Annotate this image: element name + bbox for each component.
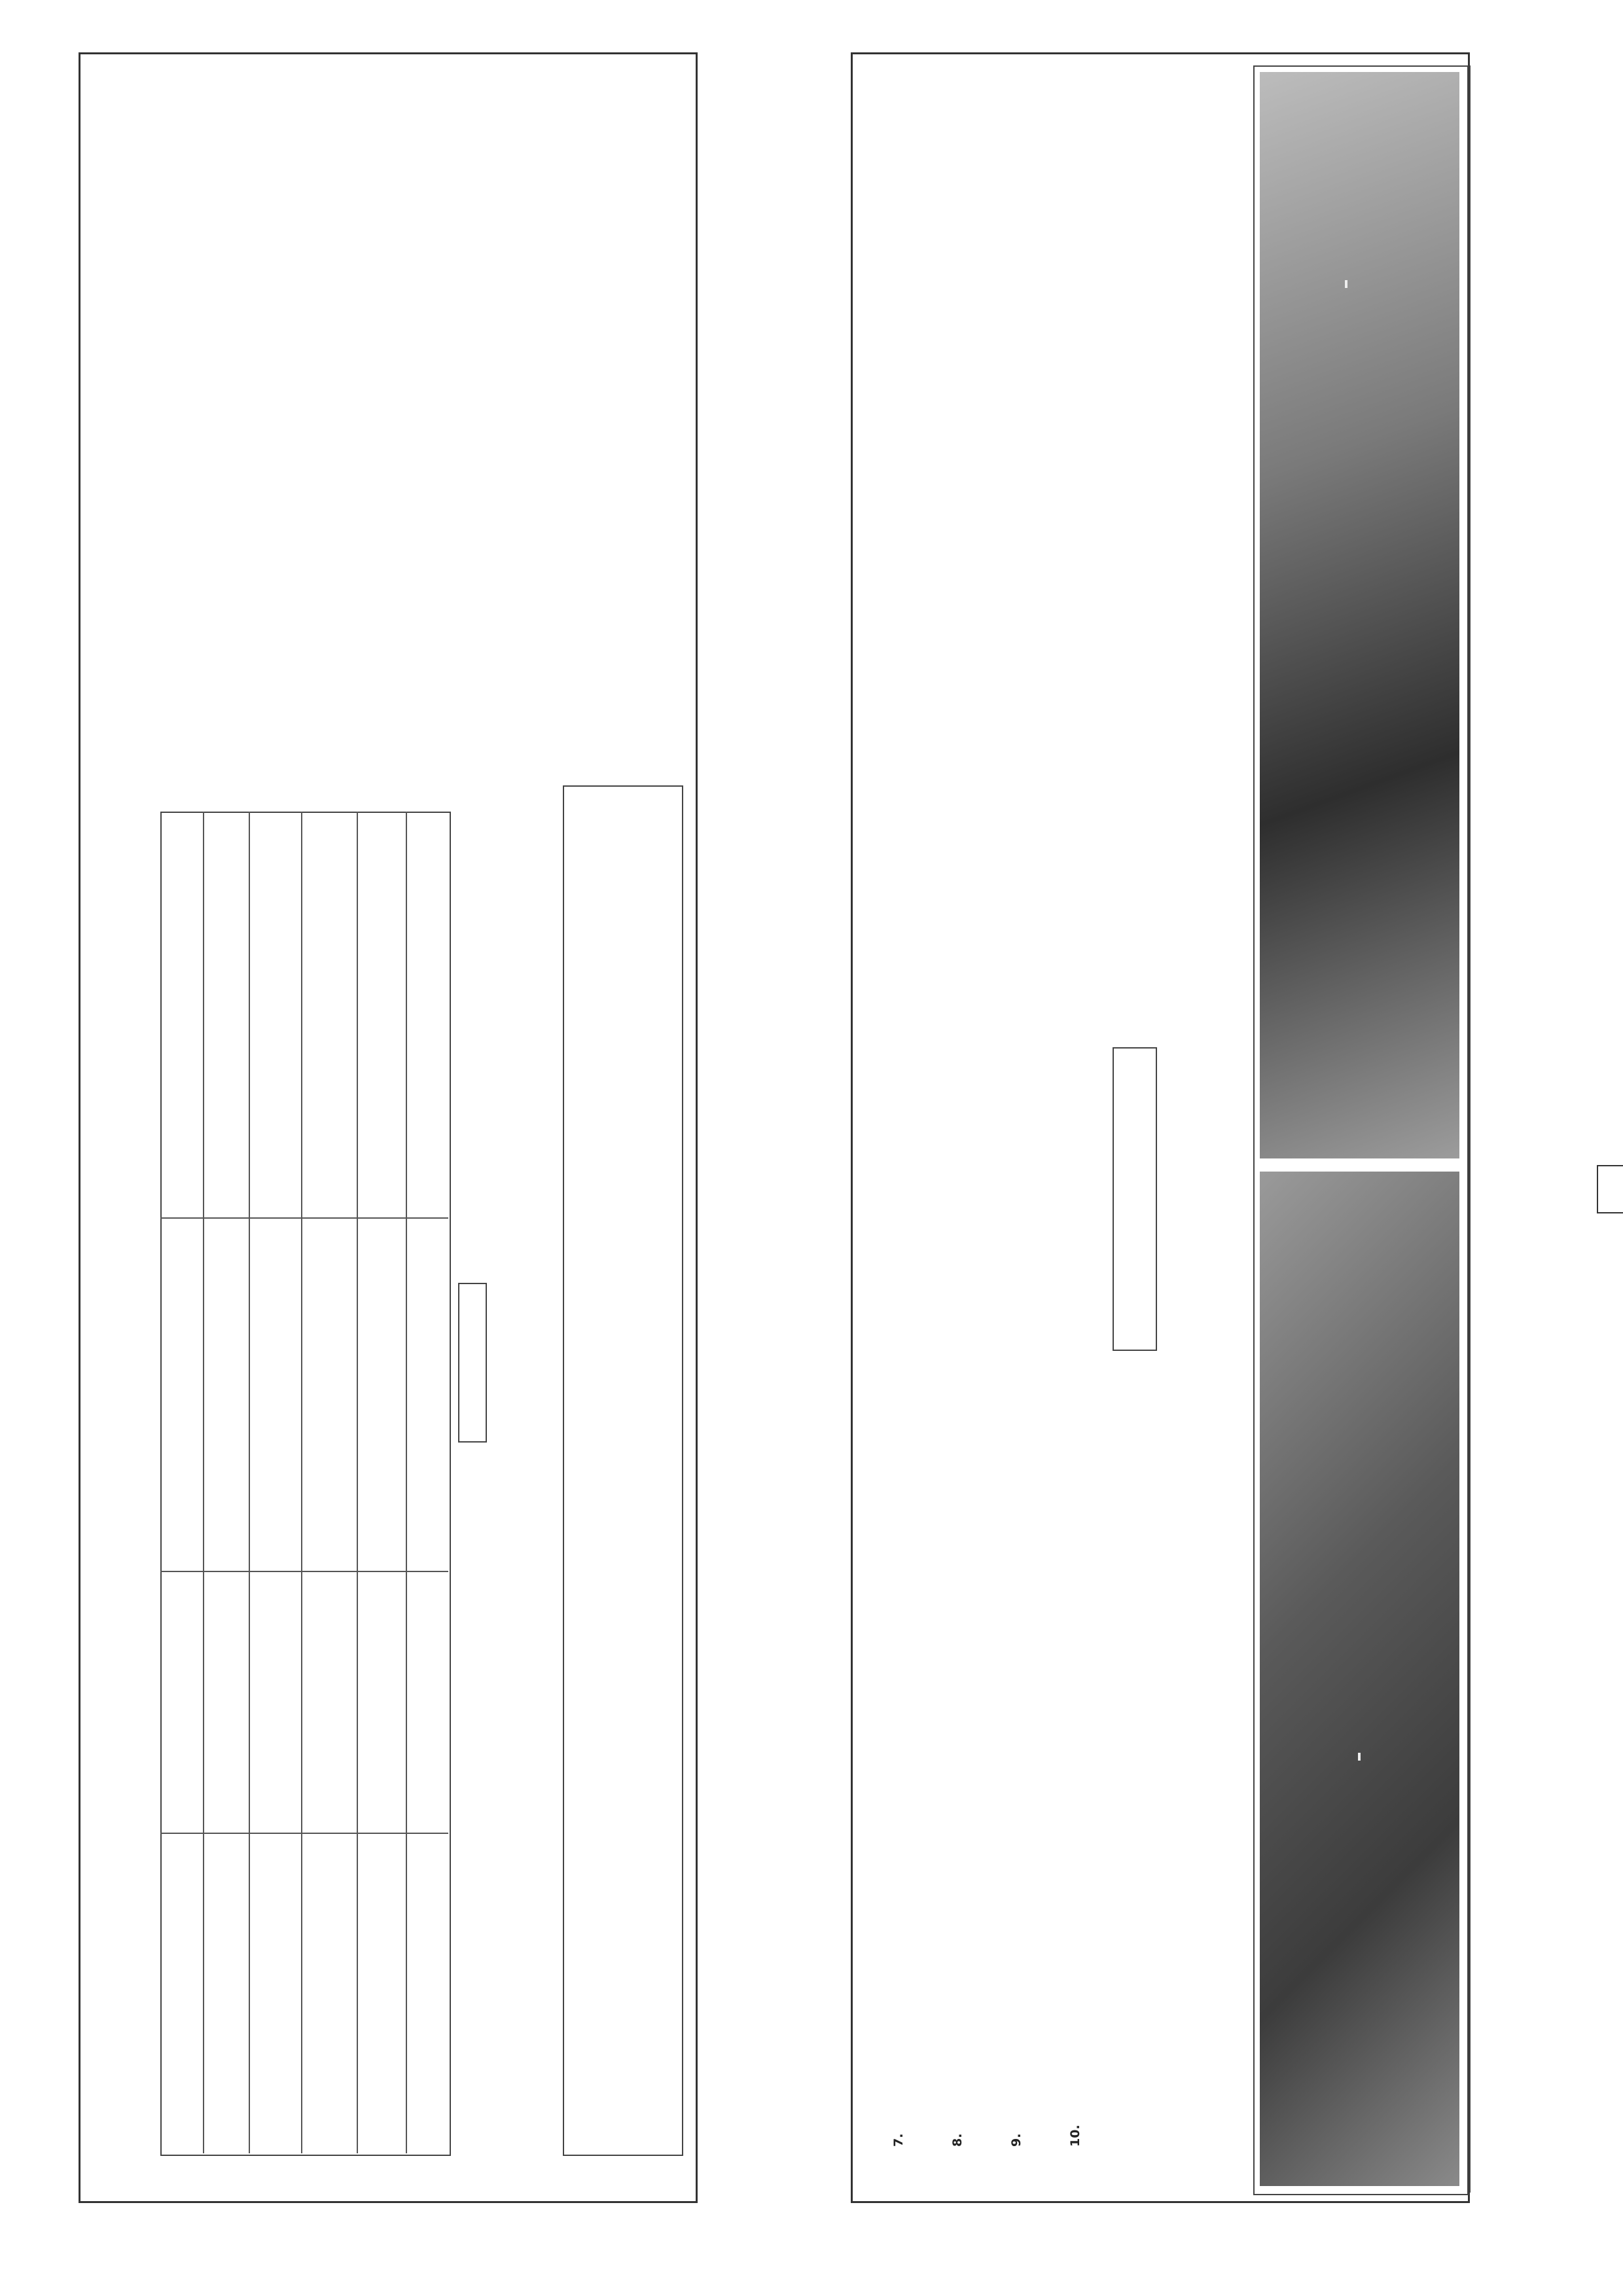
- special-remarks-table: [563, 785, 683, 2156]
- item-8: 8.: [950, 2133, 965, 2147]
- repair-table-col: [357, 812, 358, 2153]
- signature-area: [1469, 65, 1471, 2193]
- item-9: 9.: [1009, 2133, 1024, 2147]
- repair-table-row: [160, 1217, 448, 1219]
- association-stamp: [1597, 1165, 1623, 1213]
- photo2-plate: [1345, 280, 1347, 288]
- repair-table-col: [301, 812, 302, 2153]
- vehicle-side-photo: [1260, 72, 1459, 1158]
- item-7: 7.: [891, 2133, 906, 2147]
- item-10: 10.: [1068, 2125, 1082, 2147]
- vehicle-side-photo-image: [1260, 72, 1459, 1158]
- final-price-box: [458, 1283, 487, 1443]
- photo1-plate: [1358, 1753, 1361, 1761]
- repair-table-col: [249, 812, 250, 2153]
- repair-table-col: [203, 812, 204, 2153]
- repair-table-row: [160, 1571, 448, 1572]
- engine-bay-photo: [1260, 1172, 1459, 2186]
- repair-table-row: [160, 1833, 448, 1834]
- price-explanation-box-title: [1113, 1047, 1157, 1351]
- repair-table-col: [406, 812, 407, 2153]
- engine-bay-photo-image: [1260, 1172, 1459, 2186]
